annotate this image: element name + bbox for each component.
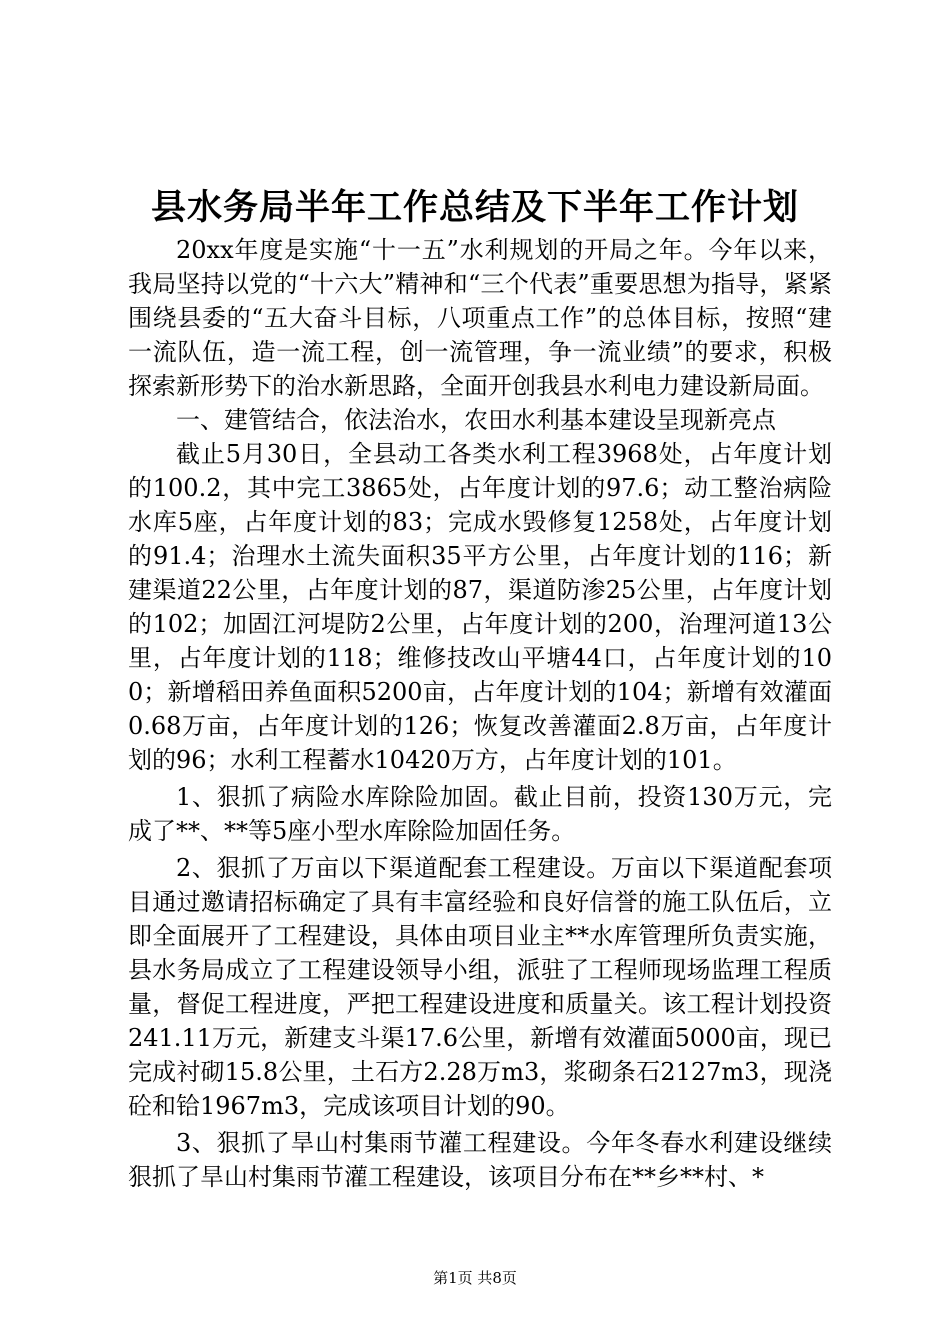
paragraph-item-1: 1、狠抓了病险水库除险加固。截止目前，投资130万元，完成了**、**等5座小型水库除险加固任务。 [128,783,832,845]
document-body [128,233,832,1194]
page-number-footer: 第1页 共8页 [433,1269,517,1287]
document-title: 县水务局半年工作总结及下半年工作计划 [150,187,799,228]
paragraph-intro: 20xx年度是实施“十一五”水利规划的开局之年。今年以来，我局坚持以党的“十六大”精神和“三个代表”重要思想为指导，紧紧围绕县委的“五大奋斗目标，八项重点工作”的总体目标，按照“建一流队伍，造一流工程，创一流管理，争一流业绩”的要求，积极探索新形势下的治水新思路，全面开创我县水利电力建设新局面。 [128,236,832,400]
section-heading-1: 一、建管结合，依法治水，农田水利基本建设呈现新亮点 [176,406,776,434]
paragraph-item-2: 2、狠抓了万亩以下渠道配套工程建设。万亩以下渠道配套项目通过邀请招标确定了具有丰富经验和良好信誉的施工队伍后，立即全面展开了工程建设，具体由项目业主**水库管理所负责实施，县水务局成立了工程建设领导小组，派驻了工程师现场监理工程质量，督促工程进度，严把工程建设进度和质量关。该工程计划投资241.11万元，新建支斗渠17.6公里，新增有效灌面5000亩，现已完成衬砌15.8公里，土石方2.28万m3，浆砌条石2127m3，现浇砼和铪1967m3，完成该项目计划的90。 [128,854,832,1120]
paragraph-item-3: 3、狠抓了旱山村集雨节灌工程建设。今年冬春水利建设继续狠抓了旱山村集雨节灌工程建设，该项目分布在**乡**村、* [128,1129,832,1191]
paragraph-statistics: 截止5月30日，全县动工各类水利工程3968处，占年度计划的100.2，其中完工3865处，占年度计划的97.6；动工整治病险水库5座，占年度计划的83；完成水毁修复1258处，占年度计划的91.4；治理水土流失面积35平方公里，占年度计划的116；新建渠道22公里，占年度计划的87，渠道防渗25公里，占年度计划的102；加固江河堤防2公里，占年度计划的200，治理河道13公里，占年度计划的118；维修技改山平塘44口，占年度计划的100；新增稻田养鱼面积5200亩，占年度计划的104；新增有效灌面0.68万亩，占年度计划的126；恢复改善灌面2.8万亩，占年度计划的96；水利工程蓄水10420万方，占年度计划的101。 [128,440,832,774]
